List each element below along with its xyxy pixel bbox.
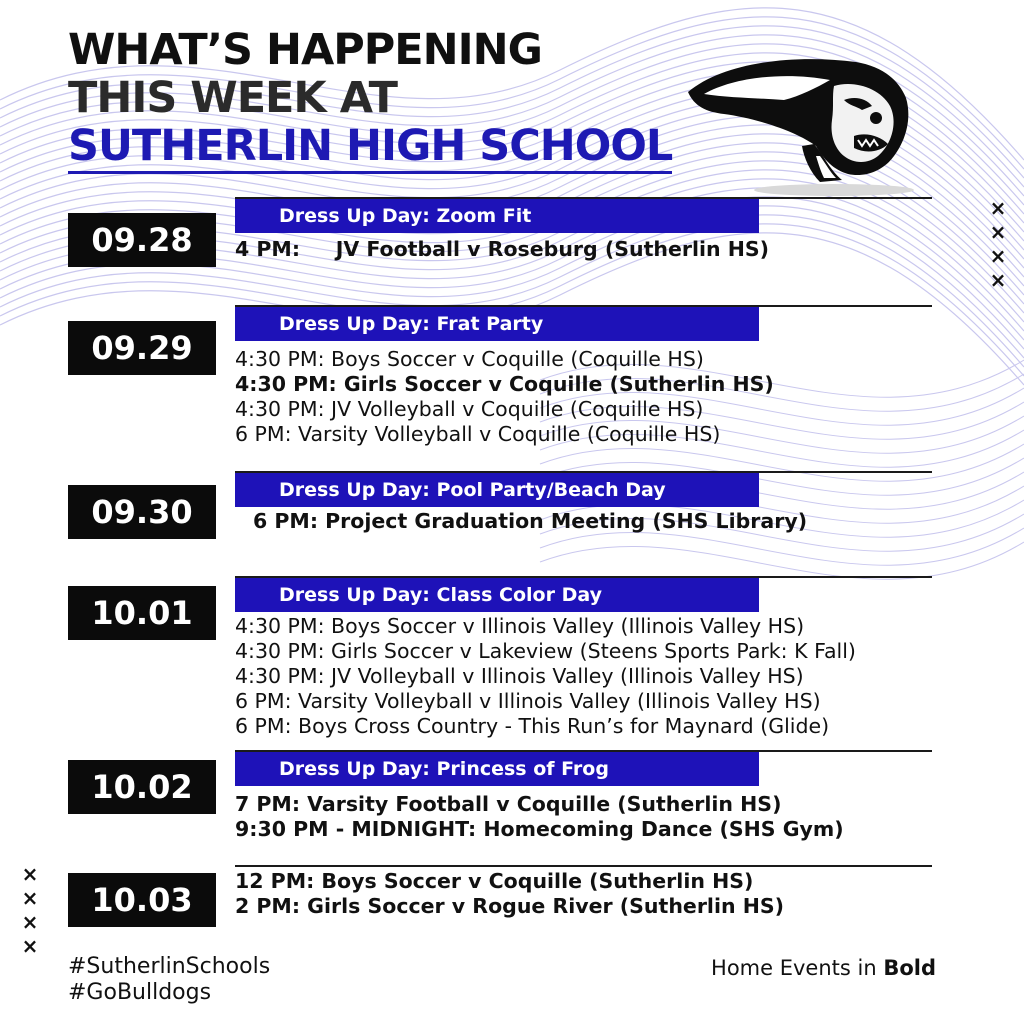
event-list bbox=[235, 792, 844, 842]
dress-up-day-banner: Dress Up Day: Princess of Frog bbox=[235, 752, 759, 786]
home-event-item: 6 PM: Project Graduation Meeting (SHS Library) bbox=[253, 509, 808, 533]
date-box: 09.30 bbox=[68, 485, 216, 539]
date-box: 09.29 bbox=[68, 321, 216, 375]
hashtags bbox=[68, 954, 270, 1006]
event-list bbox=[235, 347, 774, 447]
event-item: 6 PM: Varsity Volleyball v Coquille (Coquille HS) bbox=[235, 422, 721, 446]
event-item: 6 PM: Boys Cross Country - This Run’s for Maynard (Glide) bbox=[235, 714, 830, 738]
x-mark-icon: × bbox=[21, 862, 39, 886]
event-item: 4:30 PM: Boys Soccer v Illinois Valley (Illinois Valley HS) bbox=[235, 614, 805, 638]
x-mark-icon: × bbox=[21, 934, 39, 958]
home-event-item: 4 PM: JV Football v Roseburg (Sutherlin HS) bbox=[235, 237, 770, 261]
x-mark-icon: × bbox=[21, 886, 39, 910]
event-item: 4:30 PM: Girls Soccer v Lakeview (Steens Sports Park: K Fall) bbox=[235, 639, 856, 663]
headline-school-name: SUTHERLIN HIGH SCHOOL bbox=[68, 122, 672, 174]
x-marks-decoration-left bbox=[20, 862, 40, 958]
event-item: 4:30 PM: JV Volleyball v Coquille (Coquille HS) bbox=[235, 397, 704, 421]
headline-line-2: THIS WEEK AT bbox=[68, 73, 397, 123]
bulldog-mascot-icon bbox=[684, 40, 914, 200]
headline-line-1: WHAT’S HAPPENING bbox=[68, 25, 542, 75]
x-mark-icon: × bbox=[989, 244, 1007, 268]
event-item: 4:30 PM: JV Volleyball v Illinois Valley (Illinois Valley HS) bbox=[235, 664, 804, 688]
hashtag-sutherlin-schools: #SutherlinSchools bbox=[68, 954, 271, 979]
home-event-item: 7 PM: Varsity Football v Coquille (Sutherlin HS) bbox=[235, 792, 782, 816]
event-list bbox=[235, 614, 856, 739]
date-box: 10.01 bbox=[68, 586, 216, 640]
legend-bold-word: Bold bbox=[883, 956, 936, 980]
home-event-item: 2 PM: Girls Soccer v Rogue River (Sutherlin HS) bbox=[235, 894, 785, 918]
date-box: 10.03 bbox=[68, 873, 216, 927]
dress-up-day-banner: Dress Up Day: Frat Party bbox=[235, 307, 759, 341]
event-list bbox=[235, 869, 784, 919]
event-item: 4:30 PM: Boys Soccer v Coquille (Coquille HS) bbox=[235, 347, 704, 371]
x-mark-icon: × bbox=[989, 220, 1007, 244]
x-mark-icon: × bbox=[21, 910, 39, 934]
home-events-legend bbox=[711, 955, 936, 981]
event-list bbox=[235, 237, 769, 262]
date-box: 09.28 bbox=[68, 213, 216, 267]
x-mark-icon: × bbox=[989, 268, 1007, 292]
event-item: 6 PM: Varsity Volleyball v Illinois Valley (Illinois Valley HS) bbox=[235, 689, 821, 713]
hashtag-go-bulldogs: #GoBulldogs bbox=[68, 980, 212, 1005]
x-marks-decoration-right bbox=[988, 196, 1008, 292]
divider-line bbox=[235, 865, 932, 867]
legend-prefix: Home Events in bbox=[711, 956, 884, 980]
home-event-item: 4:30 PM: Girls Soccer v Coquille (Sutherlin HS) bbox=[235, 372, 774, 396]
wave-line bbox=[540, 542, 1024, 579]
home-event-item: 12 PM: Boys Soccer v Coquille (Sutherlin HS) bbox=[235, 869, 754, 893]
date-box: 10.02 bbox=[68, 760, 216, 814]
dress-up-day-banner: Dress Up Day: Class Color Day bbox=[235, 578, 759, 612]
header bbox=[68, 26, 672, 174]
home-event-item: 9:30 PM - MIDNIGHT: Homecoming Dance (SHS Gym) bbox=[235, 817, 844, 841]
dress-up-day-banner: Dress Up Day: Zoom Fit bbox=[235, 199, 759, 233]
dress-up-day-banner: Dress Up Day: Pool Party/Beach Day bbox=[235, 473, 759, 507]
event-list bbox=[253, 509, 807, 534]
x-mark-icon: × bbox=[989, 196, 1007, 220]
